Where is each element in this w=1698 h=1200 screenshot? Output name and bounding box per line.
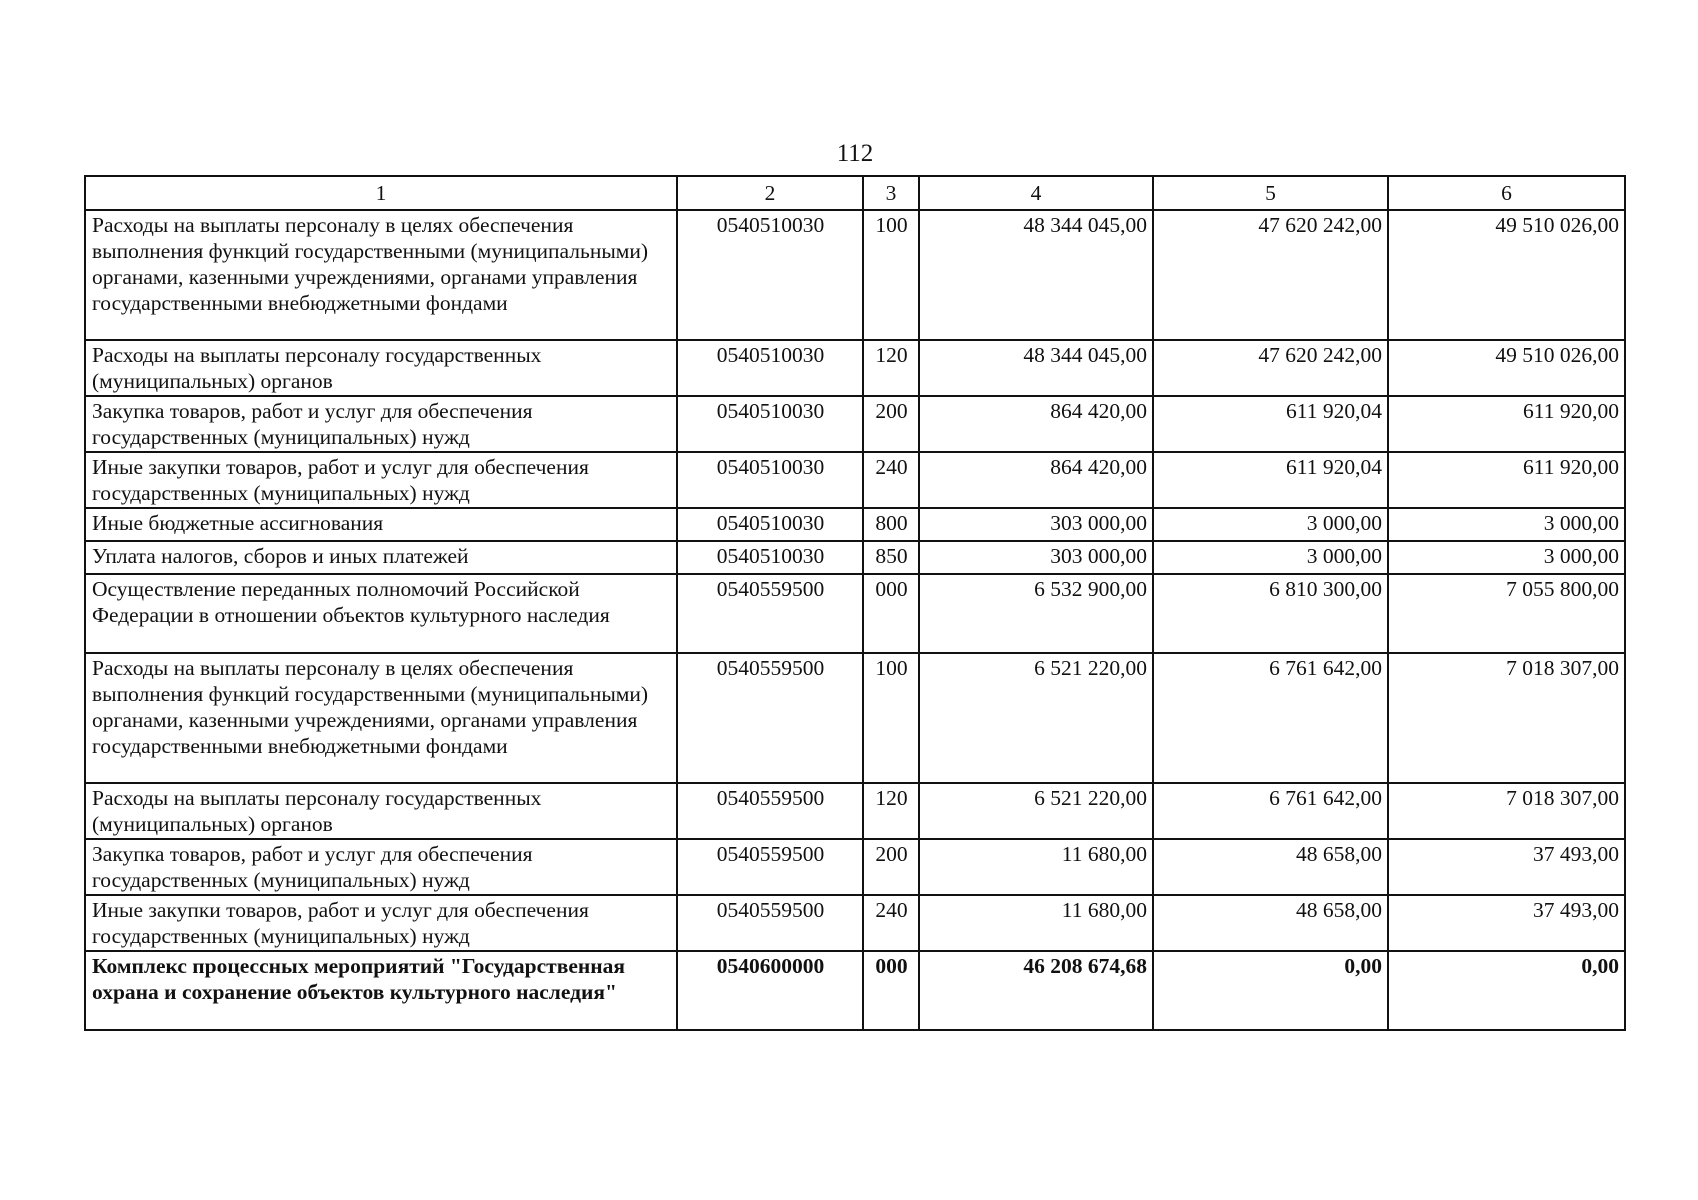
expense-name-cell: Расходы на выплаты персоналу в целях обеспечения выполнения функций государственными (муниципальными) органами, казенными учреждениями, органами управления государственными внебюджетными фондами bbox=[85, 210, 677, 340]
table-row bbox=[85, 541, 1625, 574]
target-code-cell: 0540559500 bbox=[677, 839, 863, 895]
amount-col6-cell: 611 920,00 bbox=[1388, 452, 1625, 508]
expense-type-cell: 850 bbox=[863, 541, 919, 574]
amount-col4-cell: 48 344 045,00 bbox=[919, 210, 1153, 340]
expense-type-cell: 240 bbox=[863, 452, 919, 508]
amount-col6-cell: 7 055 800,00 bbox=[1388, 574, 1625, 653]
expense-type-cell: 100 bbox=[863, 653, 919, 783]
budget-table bbox=[84, 175, 1626, 1031]
amount-col4-cell: 11 680,00 bbox=[919, 839, 1153, 895]
target-code-cell: 0540559500 bbox=[677, 653, 863, 783]
amount-col6-cell: 49 510 026,00 bbox=[1388, 210, 1625, 340]
expense-name-cell: Расходы на выплаты персоналу государственных (муниципальных) органов bbox=[85, 783, 677, 839]
amount-col5-cell: 611 920,04 bbox=[1153, 452, 1388, 508]
amount-col5-cell: 0,00 bbox=[1153, 951, 1388, 1030]
amount-col6-cell: 49 510 026,00 bbox=[1388, 340, 1625, 396]
amount-col4-cell: 303 000,00 bbox=[919, 541, 1153, 574]
amount-col4-cell: 6 521 220,00 bbox=[919, 653, 1153, 783]
column-header-2: 2 bbox=[677, 176, 863, 210]
expense-type-cell: 800 bbox=[863, 508, 919, 541]
target-code-cell: 0540559500 bbox=[677, 574, 863, 653]
amount-col4-cell: 864 420,00 bbox=[919, 396, 1153, 452]
amount-col4-cell: 46 208 674,68 bbox=[919, 951, 1153, 1030]
expense-name-cell: Закупка товаров, работ и услуг для обеспечения государственных (муниципальных) нужд bbox=[85, 396, 677, 452]
expense-name-cell: Комплекс процессных мероприятий "Государственная охрана и сохранение объектов культурного наследия" bbox=[85, 951, 677, 1030]
expense-name-cell: Уплата налогов, сборов и иных платежей bbox=[85, 541, 677, 574]
amount-col5-cell: 48 658,00 bbox=[1153, 895, 1388, 951]
table-row bbox=[85, 340, 1625, 396]
table-row bbox=[85, 574, 1625, 653]
table-row bbox=[85, 452, 1625, 508]
amount-col6-cell: 7 018 307,00 bbox=[1388, 783, 1625, 839]
amount-col5-cell: 48 658,00 bbox=[1153, 839, 1388, 895]
expense-name-cell: Иные бюджетные ассигнования bbox=[85, 508, 677, 541]
target-code-cell: 0540510030 bbox=[677, 452, 863, 508]
table-row bbox=[85, 396, 1625, 452]
target-code-cell: 0540510030 bbox=[677, 508, 863, 541]
amount-col6-cell: 37 493,00 bbox=[1388, 895, 1625, 951]
amount-col5-cell: 611 920,04 bbox=[1153, 396, 1388, 452]
target-code-cell: 0540510030 bbox=[677, 541, 863, 574]
expense-type-cell: 100 bbox=[863, 210, 919, 340]
amount-col5-cell: 3 000,00 bbox=[1153, 508, 1388, 541]
expense-name-cell: Расходы на выплаты персоналу государственных (муниципальных) органов bbox=[85, 340, 677, 396]
expense-name-cell: Закупка товаров, работ и услуг для обеспечения государственных (муниципальных) нужд bbox=[85, 839, 677, 895]
column-header-5: 5 bbox=[1153, 176, 1388, 210]
amount-col6-cell: 0,00 bbox=[1388, 951, 1625, 1030]
amount-col5-cell: 47 620 242,00 bbox=[1153, 340, 1388, 396]
expense-type-cell: 240 bbox=[863, 895, 919, 951]
expense-type-cell: 200 bbox=[863, 839, 919, 895]
table-header-row bbox=[85, 176, 1625, 210]
page-number: 112 bbox=[836, 140, 874, 167]
amount-col5-cell: 47 620 242,00 bbox=[1153, 210, 1388, 340]
expense-type-cell: 000 bbox=[863, 574, 919, 653]
column-header-3: 3 bbox=[863, 176, 919, 210]
amount-col5-cell: 6 761 642,00 bbox=[1153, 783, 1388, 839]
table-row bbox=[85, 839, 1625, 895]
target-code-cell: 0540510030 bbox=[677, 340, 863, 396]
table-row bbox=[85, 210, 1625, 340]
expense-type-cell: 120 bbox=[863, 340, 919, 396]
table-row bbox=[85, 783, 1625, 839]
expense-name-cell: Осуществление переданных полномочий Российской Федерации в отношении объектов культурного наследия bbox=[85, 574, 677, 653]
table-row-total bbox=[85, 951, 1625, 1030]
target-code-cell: 0540510030 bbox=[677, 210, 863, 340]
amount-col6-cell: 611 920,00 bbox=[1388, 396, 1625, 452]
expense-name-cell: Иные закупки товаров, работ и услуг для обеспечения государственных (муниципальных) нужд bbox=[85, 452, 677, 508]
target-code-cell: 0540510030 bbox=[677, 396, 863, 452]
expense-type-cell: 120 bbox=[863, 783, 919, 839]
amount-col4-cell: 48 344 045,00 bbox=[919, 340, 1153, 396]
amount-col5-cell: 6 810 300,00 bbox=[1153, 574, 1388, 653]
amount-col4-cell: 6 521 220,00 bbox=[919, 783, 1153, 839]
expense-name-cell: Иные закупки товаров, работ и услуг для обеспечения государственных (муниципальных) нужд bbox=[85, 895, 677, 951]
amount-col4-cell: 6 532 900,00 bbox=[919, 574, 1153, 653]
amount-col6-cell: 7 018 307,00 bbox=[1388, 653, 1625, 783]
column-header-1: 1 bbox=[85, 176, 677, 210]
table-row bbox=[85, 653, 1625, 783]
amount-col6-cell: 3 000,00 bbox=[1388, 541, 1625, 574]
amount-col5-cell: 6 761 642,00 bbox=[1153, 653, 1388, 783]
amount-col5-cell: 3 000,00 bbox=[1153, 541, 1388, 574]
column-header-6: 6 bbox=[1388, 176, 1625, 210]
table-row bbox=[85, 508, 1625, 541]
amount-col6-cell: 37 493,00 bbox=[1388, 839, 1625, 895]
amount-col4-cell: 11 680,00 bbox=[919, 895, 1153, 951]
column-header-4: 4 bbox=[919, 176, 1153, 210]
target-code-cell: 0540600000 bbox=[677, 951, 863, 1030]
amount-col4-cell: 864 420,00 bbox=[919, 452, 1153, 508]
expense-type-cell: 200 bbox=[863, 396, 919, 452]
amount-col4-cell: 303 000,00 bbox=[919, 508, 1153, 541]
expense-name-cell: Расходы на выплаты персоналу в целях обеспечения выполнения функций государственными (муниципальными) органами, казенными учреждениями, органами управления государственными внебюджетными фондами bbox=[85, 653, 677, 783]
target-code-cell: 0540559500 bbox=[677, 895, 863, 951]
expense-type-cell: 000 bbox=[863, 951, 919, 1030]
amount-col6-cell: 3 000,00 bbox=[1388, 508, 1625, 541]
target-code-cell: 0540559500 bbox=[677, 783, 863, 839]
table-row bbox=[85, 895, 1625, 951]
